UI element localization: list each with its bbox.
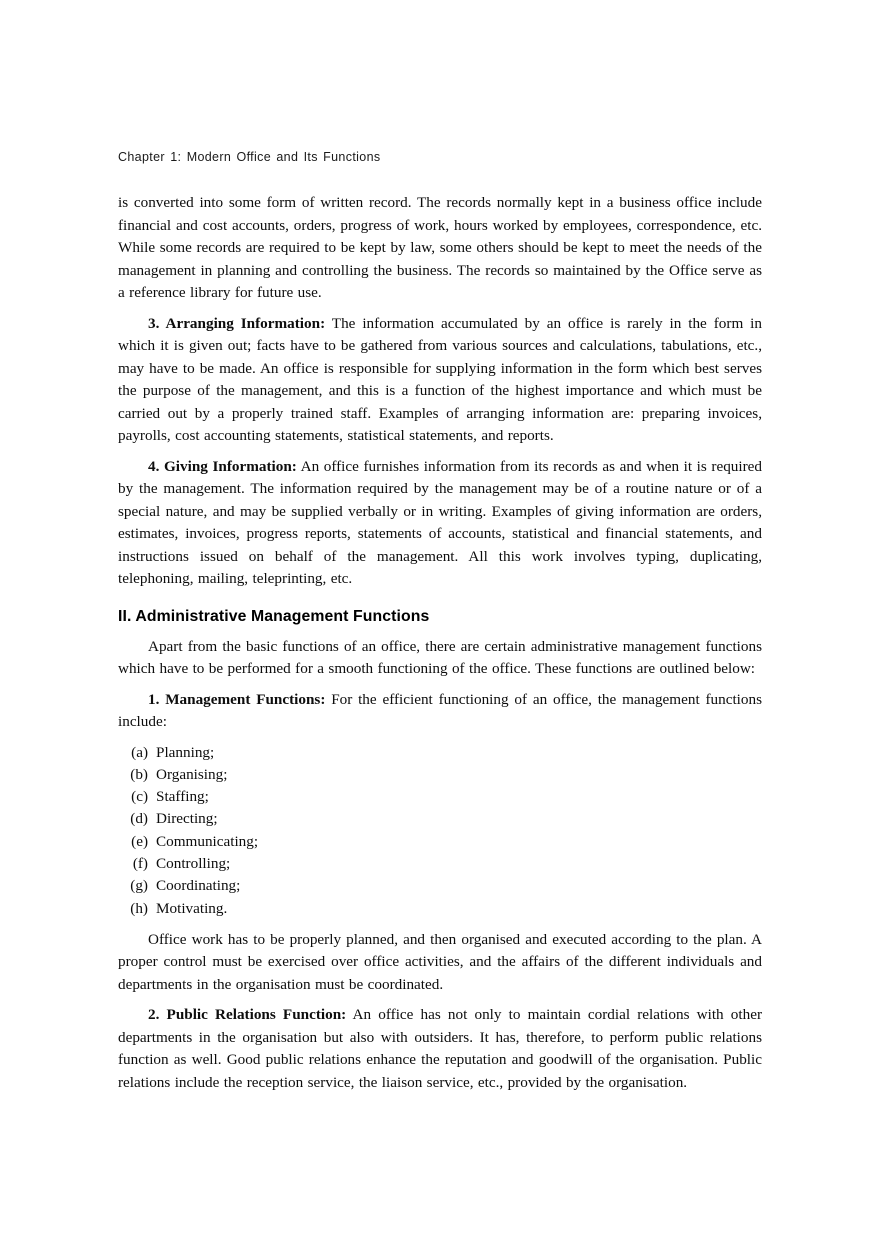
list-item-label: Communicating;: [156, 832, 259, 850]
paragraph-public-relations: [118, 1004, 762, 1094]
list-item-label: Controlling;: [156, 854, 231, 872]
list-item: [118, 853, 762, 875]
list-item: [118, 875, 762, 897]
list-item-marker: (h): [130, 899, 148, 917]
paragraph-text: An office furnishes information from its records as and when it is required by the management. The information required by the management may be of a routine nature or of a special nature, and may be supplied verbally or in writing. Examples of giving information are orders, estimates, invoices, progress reports, statements of accounts, statistical and financial statements, and instructions issued on behalf of the management. All this work involves typing, duplicating, telephoning, mailing, teleprinting, etc.: [118, 457, 762, 587]
list-item-label: Motivating.: [156, 899, 228, 917]
paragraph-admin-intro: [118, 636, 762, 681]
paragraph-text: Apart from the basic functions of an office, there are certain administrative management functions which have to be performed for a smooth functioning of the office. These functions are outlined below:: [118, 637, 762, 677]
list-item-marker: (a): [131, 743, 148, 761]
running-head: Chapter 1: Modern Office and Its Functions: [118, 150, 381, 164]
list-item-marker: (d): [130, 810, 148, 828]
list-item-marker: (f): [132, 854, 148, 872]
paragraph-text: is converted into some form of written record. The records normally kept in a business office include financial and cost accounts, orders, progress of work, hours worked by employees, correspondence, etc. While some records are required to be kept by law, some others should be kept to meet the needs of the management in planning and controlling the business. The records so maintained by the Office serve as a reference library for future use.: [118, 194, 762, 301]
page-body: [118, 192, 762, 1094]
paragraph-lead-in: 2. Public Relations Function:: [148, 1006, 347, 1024]
paragraph-giving-information: [118, 456, 762, 591]
paragraph-records-continued: [118, 192, 762, 305]
management-functions-list: [118, 742, 762, 920]
paragraph-text: The information accumulated by an office is rarely in the form in which it is given out; facts have to be gathered from various sources and calculations, tabulations, etc., may have to be made. An office is responsible for supplying information in the form which best serves the purpose of the management, and this is a function of the highest importance and which must be carried out by a properly trained staff. Examples of arranging information are: preparing invoices, payrolls, cost accounting statements, statistical statements, and reports.: [118, 314, 762, 444]
paragraph-lead-in: 4. Giving Information:: [148, 457, 297, 475]
list-item-label: Coordinating;: [156, 877, 241, 895]
paragraph-arranging-information: [118, 313, 762, 448]
list-item-label: Organising;: [156, 765, 228, 783]
list-item-marker: (b): [130, 765, 148, 783]
list-item-marker: (e): [131, 832, 148, 850]
paragraph-text: For the efficient functioning of an office, the management functions include:: [118, 690, 762, 730]
section-heading-administrative-management-functions: II. Administrative Management Functions: [118, 607, 430, 625]
list-item-label: Staffing;: [156, 788, 209, 806]
list-item-marker: (c): [131, 788, 148, 806]
list-item: [118, 786, 762, 808]
paragraph-text: Office work has to be properly planned, and then organised and executed according to the plan. A proper control must be exercised over office activities, and the affairs of the different individuals and departments in the organisation must be coordinated.: [118, 930, 762, 993]
list-item: [118, 898, 762, 920]
paragraph-office-work-planning: [118, 929, 762, 997]
list-item: [118, 808, 762, 830]
list-item: [118, 742, 762, 764]
paragraph-management-functions: [118, 689, 762, 734]
list-item-marker: (g): [130, 877, 148, 895]
list-item: [118, 764, 762, 786]
list-item: [118, 831, 762, 853]
paragraph-lead-in: 1. Management Functions:: [148, 690, 326, 708]
list-item-label: Directing;: [156, 810, 218, 828]
paragraph-text: An office has not only to maintain cordial relations with other departments in the organisation but also with outsiders. It has, therefore, to perform public relations function as well. Good public relations enhance the reputation and goodwill of the organisation. Public relations include the reception service, the liaison service, etc., provided by the organisation.: [118, 1006, 762, 1091]
paragraph-lead-in: 3. Arranging Information:: [148, 314, 326, 332]
list-item-label: Planning;: [156, 743, 215, 761]
